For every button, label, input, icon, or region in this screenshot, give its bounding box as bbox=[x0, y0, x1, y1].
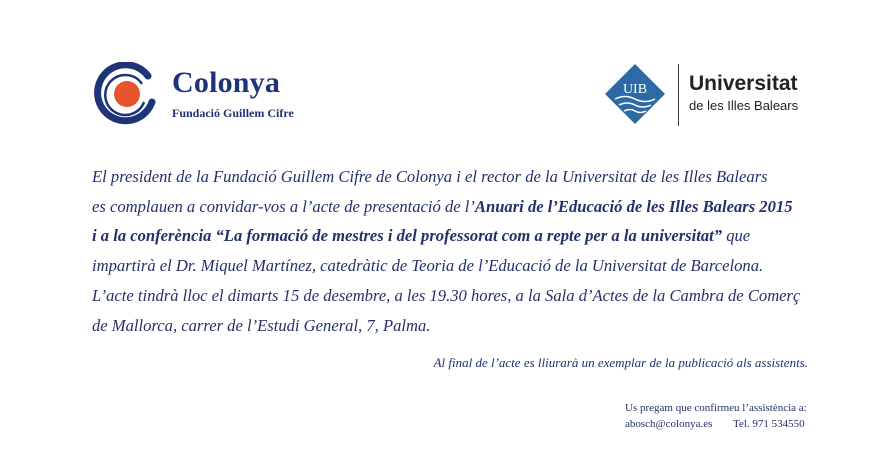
invitation-line: L’acte tindrà lloc el dimarts 15 de desembre, a les 19.30 hores, a la Sala d’Actes de la Cambra de Comerç bbox=[92, 285, 801, 305]
colonya-logo bbox=[92, 62, 302, 126]
conference-title: i a la conferència “La formació de mestres i del professorat com a repte per a la universitat” bbox=[92, 226, 723, 246]
rsvp-prompt: Us pregam que confirmeu l’assistència a: bbox=[625, 402, 807, 414]
invitation-line bbox=[92, 221, 812, 251]
colonya-subtitle: Fundació Guillem Cifre bbox=[172, 106, 294, 120]
uib-divider bbox=[678, 64, 679, 126]
uib-subtitle: de les Illes Balears bbox=[689, 98, 799, 113]
rsvp-contact-line bbox=[625, 416, 807, 432]
invitation-text: que bbox=[722, 226, 751, 246]
invitation-line bbox=[92, 192, 812, 222]
invitation-text: es complauen a convidar-vos a l’acte de presentació de l’ bbox=[92, 196, 475, 216]
rsvp-block bbox=[625, 400, 807, 432]
colonya-swirl-icon bbox=[92, 62, 156, 126]
invitation-line: El president de la Fundació Guillem Cifre de Colonya i el rector de la Universitat de les Illes Balears bbox=[92, 167, 768, 186]
invitation-line: de Mallorca, carrer de l’Estudi General, 7, Palma. bbox=[92, 315, 431, 335]
uib-name: Universitat bbox=[689, 72, 798, 95]
closing-note: Al final de l’acte es lliurarà un exemplar de la publicació als assistents. bbox=[433, 355, 808, 370]
uib-mark-text: UIB bbox=[622, 82, 648, 97]
rsvp-phone: Tel. 971 534550 bbox=[733, 418, 805, 430]
publication-title: Anuari de l’Educació de les Illes Balears 2015 bbox=[474, 196, 793, 216]
colonya-name: Colonya bbox=[172, 66, 281, 99]
invitation-body bbox=[92, 162, 812, 340]
invitation-line: impartirà el Dr. Miquel Martínez, catedràtic de Teoria de l’Educació de la Universitat de Barcelona. bbox=[92, 256, 764, 276]
uib-logo bbox=[603, 62, 813, 128]
uib-diamond-icon bbox=[603, 62, 667, 126]
rsvp-email-link[interactable]: abosch@colonya.es bbox=[625, 418, 713, 430]
